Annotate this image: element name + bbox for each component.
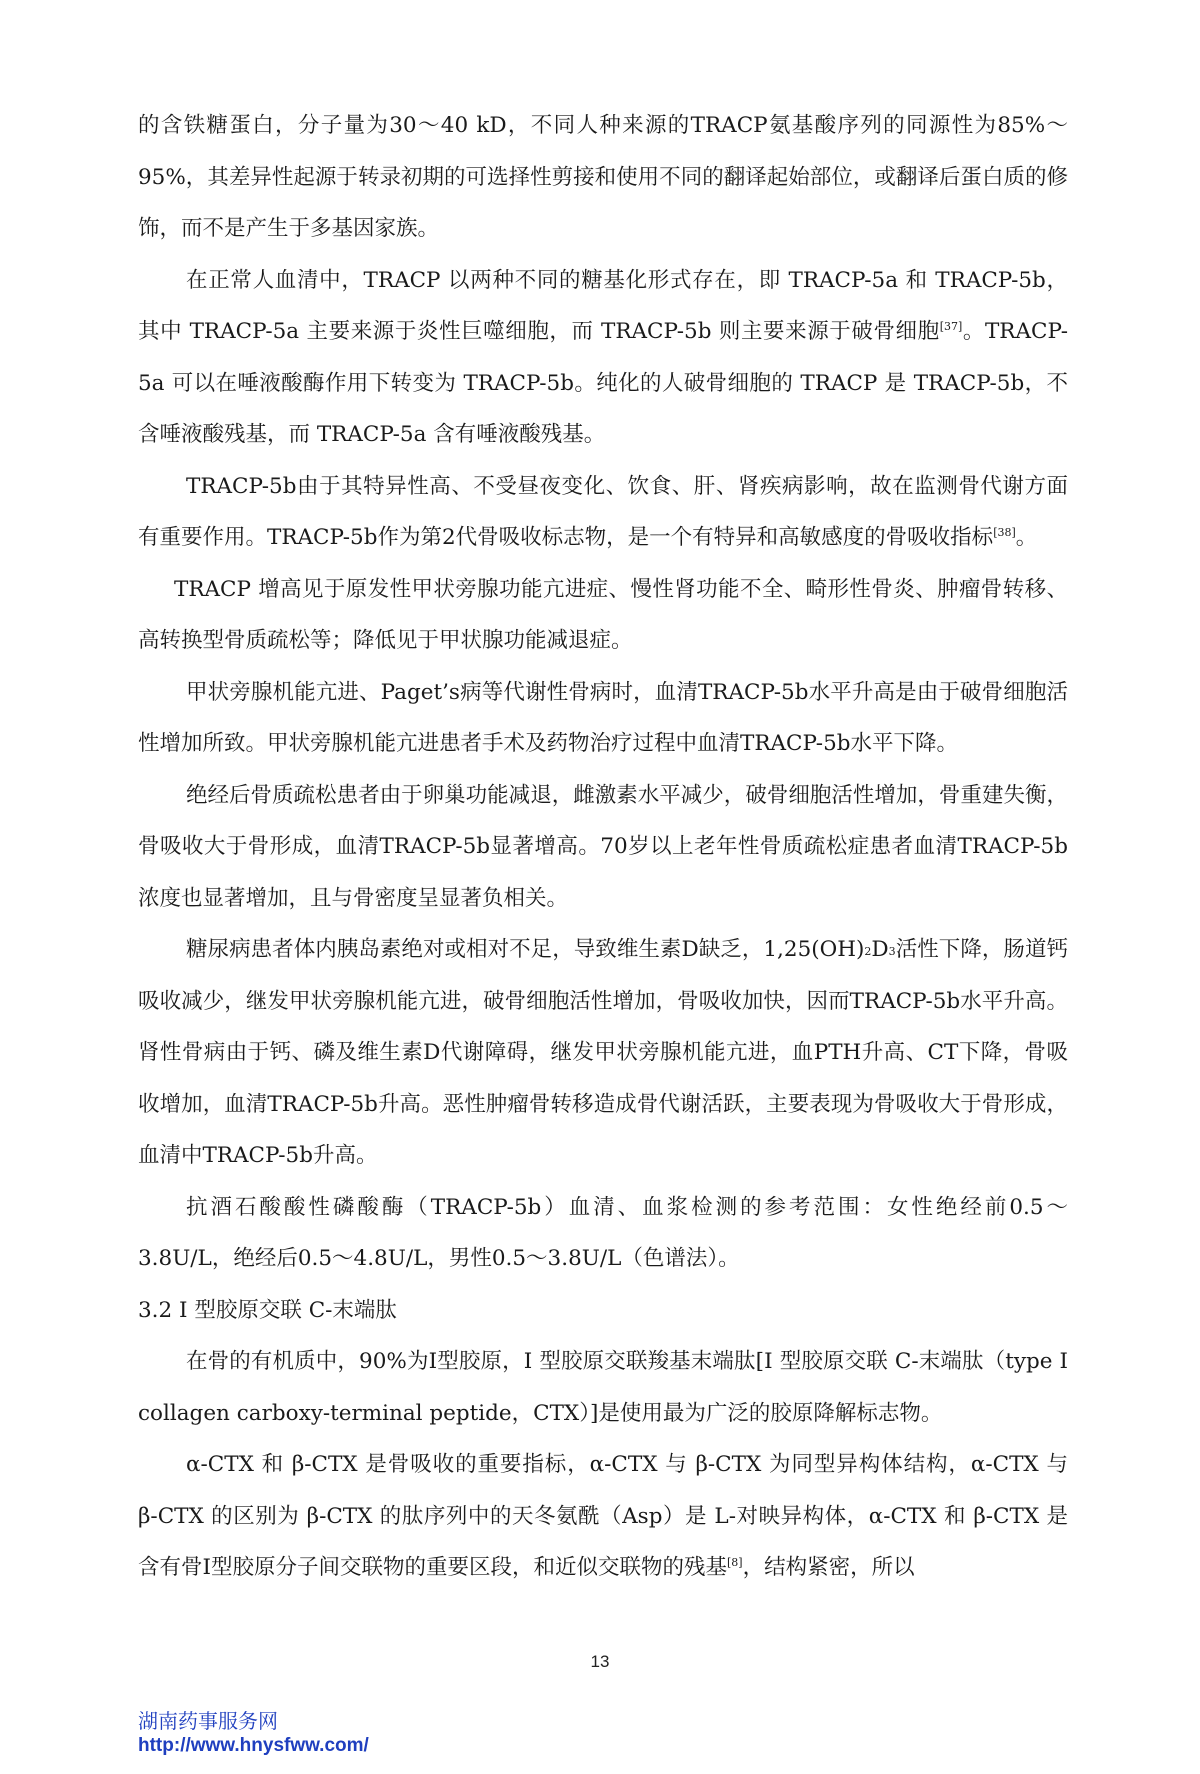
paragraph-1: 的含铁糖蛋白，分子量为30～40 kD，不同人种来源的TRACP氨基酸序列的同源性为85%～95%，其差异性起源于转录初期的可选择性剪接和使用不同的翻译起始部位，或翻译后蛋白质的修饰，而不是产生于多基因家族。	[138, 113, 1068, 241]
paragraph-2: 在正常人血清中，TRACP 以两种不同的糖基化形式存在，即 TRACP-5a 和 TRACP-5b，其中 TRACP-5a 主要来源于炎性巨噬细胞，而 TRACP-5b 则主要来源于破骨细胞[37]。TRACP-5a 可以在唾液酸酶作用下转变为 TRACP-5b。纯化的人破骨细胞的 TRACP 是 TRACP-5b，不含唾液酸残基，而 TRACP-5a 含有唾液酸残基。	[138, 267, 1068, 447]
footer-site-name: 湖南药事服务网	[138, 1709, 278, 1733]
paragraph-8: 抗酒石酸酸性磷酸酶（TRACP-5b）血清、血浆检测的参考范围：女性绝经前0.5～3.8U/L，绝经后0.5～4.8U/L，男性0.5～3.8U/L（色谱法）。	[138, 1194, 1068, 1271]
citation-38: [38]	[993, 525, 1016, 539]
paragraph-10: α-CTX 和 β-CTX 是骨吸收的重要指标，α-CTX 与 β-CTX 为同型异构体结构，α-CTX 与 β-CTX 的区别为 β-CTX 的肽序列中的天冬氨酰（Asp）是 L-对映异构体，α-CTX 和 β-CTX 是含有骨Ⅰ型胶原分子间交联物的重要区段，和近似交联物的残基[8]，结构紧密，所以	[138, 1452, 1068, 1580]
paragraph-6: 绝经后骨质疏松患者由于卵巢功能减退，雌激素水平减少，破骨细胞活性增加，骨重建失衡，骨吸收大于骨形成，血清TRACP-5b显著增高。70岁以上老年性骨质疏松症患者血清TRACP-5b浓度也显著增加，且与骨密度呈显著负相关。	[138, 782, 1068, 911]
paragraph-4: TRACP 增高见于原发性甲状旁腺功能亢进症、慢性肾功能不全、畸形性骨炎、肿瘤骨转移、高转换型骨质疏松等；降低见于甲状腺功能减退症。	[138, 576, 1068, 653]
footer	[138, 1708, 369, 1758]
page-number: 13	[590, 1652, 610, 1671]
footer-url-link[interactable]: http://www.hnysfww.com/	[138, 1735, 369, 1756]
paragraph-5: 甲状旁腺机能亢进、Paget’s病等代谢性骨病时，血清TRACP-5b水平升高是由于破骨细胞活性增加所致。甲状旁腺机能亢进患者手术及药物治疗过程中血清TRACP-5b水平下降。	[138, 679, 1068, 756]
section-heading: 3.2 I 型胶原交联 C-末端肽	[138, 1297, 397, 1323]
body-text	[138, 100, 1068, 1594]
paragraph-3: TRACP-5b由于其特异性高、不受昼夜变化、饮食、肝、肾疾病影响，故在监测骨代谢方面有重要作用。TRACP-5b作为第2代骨吸收标志物，是一个有特异和高敏感度的骨吸收指标[38]。	[138, 473, 1068, 550]
citation-8: [8]	[727, 1555, 743, 1569]
paragraph-9: 在骨的有机质中，90%为Ⅰ型胶原，Ⅰ 型胶原交联羧基末端肽[Ⅰ 型胶原交联 C-末端肽（type Ⅰ collagen carboxy-terminal peptide，CTX）]是使用最为广泛的胶原降解标志物。	[138, 1349, 1068, 1426]
paragraph-7: 糖尿病患者体内胰岛素绝对或相对不足，导致维生素D缺乏，$1,25(OH)_2D_3$活性下降，肠道钙吸收减少，继发甲状旁腺机能亢进，破骨细胞活性增加，骨吸收加快，因而TRACP-5b水平升高。肾性骨病由于钙、磷及维生素D代谢障碍，继发甲状旁腺机能亢进，血PTH升高、CT下降，骨吸收增加，血清TRACP-5b升高。恶性肿瘤骨转移造成骨代谢活跃，主要表现为骨吸收大于骨形成，血清中TRACP-5b升高。	[138, 937, 1068, 1168]
citation-37: [37]	[939, 319, 963, 333]
